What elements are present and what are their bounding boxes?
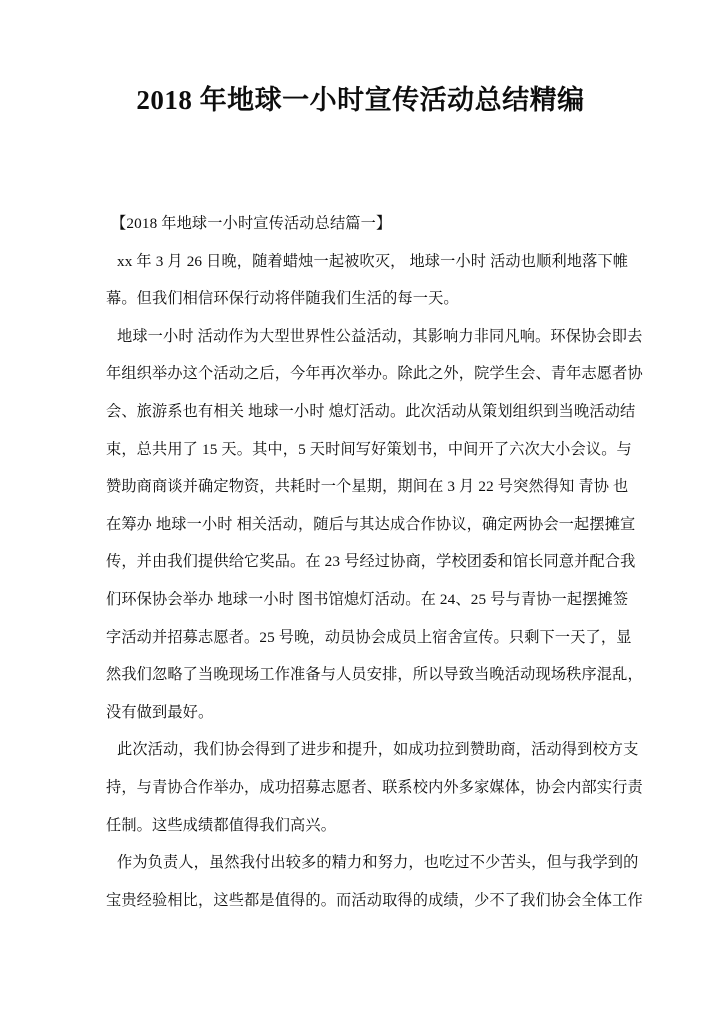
document-body: [106, 205, 643, 919]
body-line: xx 年 3 月 26 日晚，随着蜡烛一起被吹灭， 地球一小时 活动也顺利地落下帷: [117, 252, 629, 270]
body-line: 此次活动，我们协会得到了进步和提升，如成功拉到赞助商，活动得到校方支: [117, 741, 639, 759]
body-line: 作为负责人，虽然我付出较多的精力和努力，也吃过不少苦头，但与我学到的: [117, 854, 639, 872]
body-line: 会、旅游系也有相关 地球一小时 熄灯活动。此次活动从策划组织到当晚活动结: [106, 402, 636, 420]
body-line: 赞助商商谈并确定物资，共耗时一个星期，期间在 3 月 22 号突然得知 青协 也: [106, 478, 629, 496]
body-line: 束，总共用了 15 天。其中，5 天时间写好策划书，中间开了六次大小会议。与: [106, 440, 632, 458]
body-line: 没有做到最好。: [106, 703, 214, 721]
page-title: 2018 年地球一小时宣传活动总结精编: [136, 85, 585, 115]
body-line: 们环保协会举办 地球一小时 图书馆熄灯活动。在 24、25 号与青协一起摆摊签: [106, 590, 629, 608]
body-line: 年组织举办这个活动之后，今年再次举办。除此之外，院学生会、青年志愿者协: [106, 365, 643, 383]
body-line: 传，并由我们提供给它奖品。在 23 号经过协商，学校团委和馆长同意并配合我: [106, 553, 636, 571]
body-line: 字活动并招募志愿者。25 号晚，动员协会成员上宿舍宣传。只剩下一天了，显: [106, 628, 632, 646]
body-line: 持，与青协合作举办，成功招募志愿者、联系校内外多家媒体，协会内部实行责: [106, 778, 643, 796]
section-heading: 【2018 年地球一小时宣传活动总结篇一】: [111, 215, 392, 232]
body-line: 幕。但我们相信环保行动将伴随我们生活的每一天。: [106, 290, 459, 308]
body-line: 任制。这些成绩都值得我们高兴。: [106, 816, 337, 834]
body-line: 在筹办 地球一小时 相关活动，随后与其达成合作协议，确定两协会一起摆摊宣: [106, 515, 636, 533]
body-line: 宝贵经验相比，这些都是值得的。而活动取得的成绩，少不了我们协会全体工作: [106, 891, 643, 909]
body-line: 地球一小时 活动作为大型世界性公益活动，其影响力非同凡响。环保协会即去: [117, 327, 643, 345]
body-line: 然我们忽略了当晚现场工作准备与人员安排，所以导致当晚活动现场秩序混乱，: [106, 666, 643, 684]
